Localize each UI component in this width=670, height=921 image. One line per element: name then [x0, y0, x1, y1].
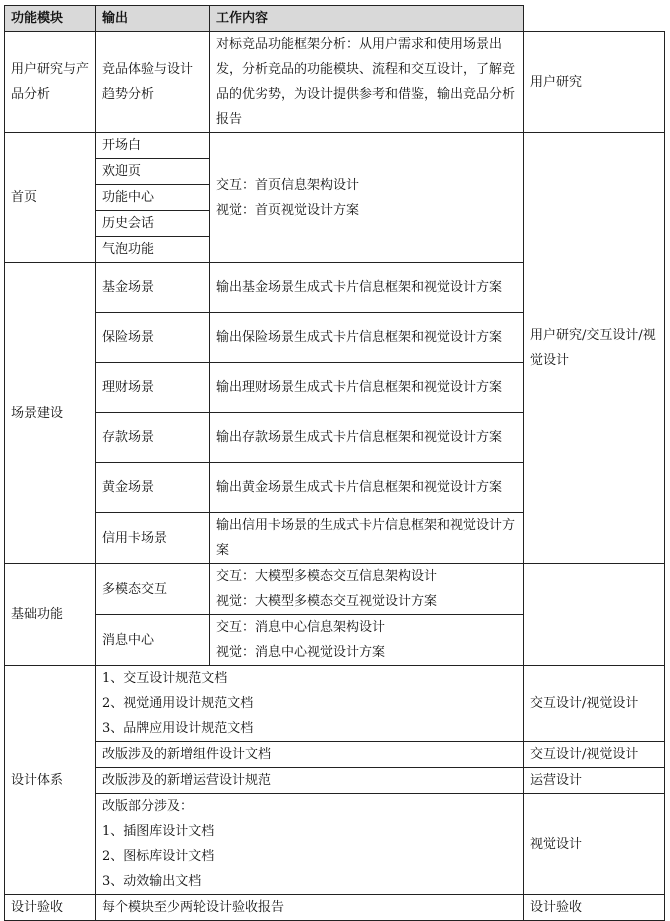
output-cell: 改版涉及的新增组件设计文档	[96, 742, 524, 768]
output-line: 2、图标库设计文档	[102, 849, 215, 864]
output-cell	[210, 615, 524, 666]
output-cell: 输出存款场景生成式卡片信息框架和视觉设计方案	[210, 413, 524, 463]
output-cell: 输出基金场景生成式卡片信息框架和视觉设计方案	[210, 263, 524, 313]
work-cell: 运营设计	[524, 768, 665, 794]
header-row	[5, 6, 665, 32]
table-row	[5, 794, 665, 895]
work-cell: 交互设计/视觉设计	[524, 742, 665, 768]
output-line: 3、动效输出文档	[102, 874, 202, 889]
module-cell: 场景建设	[5, 263, 96, 564]
module-cell: 用户研究与产品分析	[5, 32, 96, 133]
output-line: 交互：首页信息架构设计	[216, 177, 360, 193]
submodule-cell: 保险场景	[96, 313, 210, 363]
table-row	[5, 666, 665, 742]
module-cell: 基础功能	[5, 564, 96, 666]
output-line: 视觉：大模型多模态交互视觉设计方案	[216, 594, 438, 609]
output-cell	[96, 794, 524, 895]
submodule-cell: 开场白	[96, 133, 210, 159]
output-line: 2、视觉通用设计规范文档	[102, 696, 254, 711]
work-cell	[524, 564, 665, 666]
submodule-cell: 信用卡场景	[96, 513, 210, 564]
table-row	[5, 768, 665, 794]
submodule-cell: 气泡功能	[96, 237, 210, 263]
submodule-cell: 理财场景	[96, 363, 210, 413]
table-row	[5, 32, 665, 133]
output-cell: 改版涉及的新增运营设计规范	[96, 768, 524, 794]
module-cell: 设计体系	[5, 666, 96, 895]
output-line: 视觉：消息中心视觉设计方案	[216, 645, 386, 660]
work-cell: 用户研究	[524, 32, 665, 133]
submodule-cell: 基金场景	[96, 263, 210, 313]
output-line: 3、品牌应用设计规范文档	[102, 721, 254, 736]
output-cell: 输出信用卡场景的生成式卡片信息框架和视觉设计方案	[210, 513, 524, 564]
work-cell: 交互设计/视觉设计	[524, 666, 665, 742]
output-line: 交互：大模型多模态交互信息架构设计	[216, 569, 438, 584]
table-row	[5, 564, 665, 615]
output-line: 1、插图库设计文档	[102, 824, 215, 839]
work-cell: 用户研究/交互设计/视觉设计	[524, 133, 665, 564]
submodule-cell: 多模态交互	[96, 564, 210, 615]
output-cell: 输出黄金场景生成式卡片信息框架和视觉设计方案	[210, 463, 524, 513]
header-output: 输出	[96, 6, 210, 32]
submodule-cell: 黄金场景	[96, 463, 210, 513]
output-cell: 输出保险场景生成式卡片信息框架和视觉设计方案	[210, 313, 524, 363]
output-line: 1、交互设计规范文档	[102, 671, 228, 686]
header-work: 工作内容	[210, 6, 524, 32]
output-cell: 每个模块至少两轮设计验收报告	[96, 895, 524, 921]
module-cell: 首页	[5, 133, 96, 263]
work-cell: 视觉设计	[524, 794, 665, 895]
output-cell	[210, 133, 524, 263]
table-row	[5, 133, 665, 159]
output-line: 视觉：首页视觉设计方案	[216, 202, 360, 218]
submodule-cell: 存款场景	[96, 413, 210, 463]
submodule-cell: 历史会话	[96, 211, 210, 237]
module-cell: 设计验收	[5, 895, 96, 921]
output-cell: 对标竞品功能框架分析：从用户需求和使用场景出发，分析竞品的功能模块、流程和交互设计，了解竞品的优劣势，为设计提供参考和借鉴，输出竞品分析报告	[210, 32, 524, 133]
header-module: 功能模块	[5, 6, 96, 32]
submodule-cell: 消息中心	[96, 615, 210, 666]
output-cell: 输出理财场景生成式卡片信息框架和视觉设计方案	[210, 363, 524, 413]
work-scope-table	[4, 5, 665, 921]
output-line: 交互：消息中心信息架构设计	[216, 620, 386, 635]
table-row	[5, 895, 665, 921]
table-row	[5, 742, 665, 768]
submodule-cell: 欢迎页	[96, 159, 210, 185]
submodule-cell: 功能中心	[96, 185, 210, 211]
output-line: 改版部分涉及：	[102, 799, 194, 814]
work-cell: 设计验收	[524, 895, 665, 921]
output-cell	[210, 564, 524, 615]
output-cell	[96, 666, 524, 742]
submodule-cell: 竞品体验与设计趋势分析	[96, 32, 210, 133]
